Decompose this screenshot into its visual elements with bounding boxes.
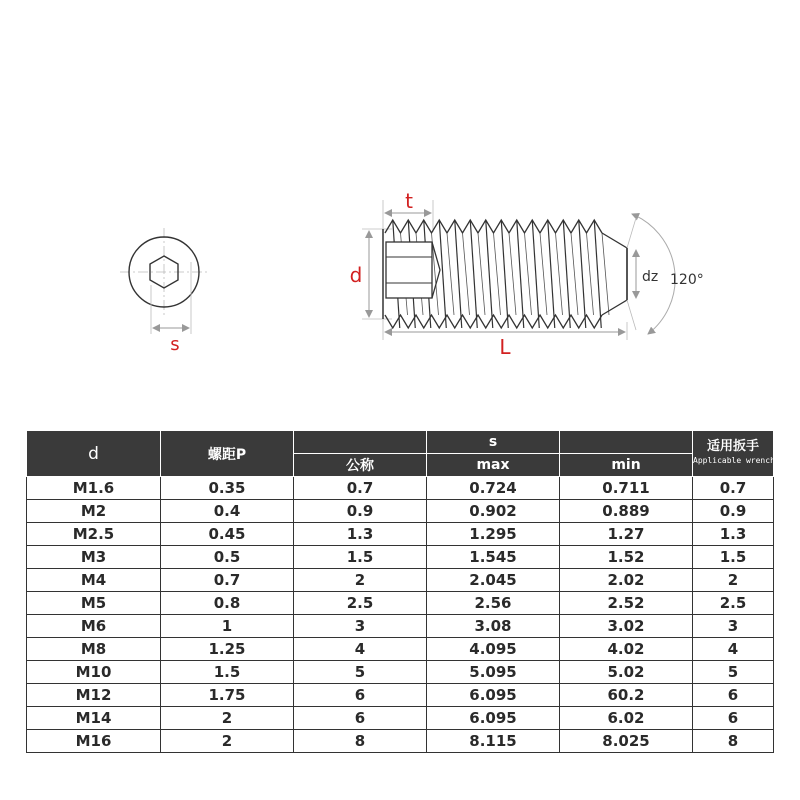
cell-size: M14 bbox=[27, 707, 161, 730]
cell-pitch: 0.35 bbox=[161, 477, 294, 500]
cell-wrench: 6 bbox=[693, 707, 774, 730]
d-label: d bbox=[349, 263, 363, 287]
table-row bbox=[27, 638, 774, 661]
cell-size: M2.5 bbox=[27, 523, 161, 546]
cell-size: M5 bbox=[27, 592, 161, 615]
cell-max: 2.56 bbox=[427, 592, 560, 615]
cell-pitch: 1.75 bbox=[161, 684, 294, 707]
table-row bbox=[27, 500, 774, 523]
cell-size: M3 bbox=[27, 546, 161, 569]
cell-size: M4 bbox=[27, 569, 161, 592]
cell-wrench: 6 bbox=[693, 684, 774, 707]
cell-max: 2.045 bbox=[427, 569, 560, 592]
header-s: s bbox=[427, 431, 560, 454]
cell-wrench: 2.5 bbox=[693, 592, 774, 615]
L-label: L bbox=[499, 335, 511, 359]
cell-wrench: 0.9 bbox=[693, 500, 774, 523]
cell-min: 1.52 bbox=[560, 546, 693, 569]
header-s-empty-right bbox=[560, 431, 693, 454]
header-min: min bbox=[560, 454, 693, 477]
cell-nominal: 4 bbox=[294, 638, 427, 661]
header-wrench bbox=[693, 431, 774, 477]
cell-pitch: 1.5 bbox=[161, 661, 294, 684]
cell-nominal: 1.5 bbox=[294, 546, 427, 569]
cell-min: 2.52 bbox=[560, 592, 693, 615]
cell-min: 2.02 bbox=[560, 569, 693, 592]
cell-max: 3.08 bbox=[427, 615, 560, 638]
table-row bbox=[27, 707, 774, 730]
cell-pitch: 0.7 bbox=[161, 569, 294, 592]
cell-pitch: 0.5 bbox=[161, 546, 294, 569]
cell-wrench: 2 bbox=[693, 569, 774, 592]
cell-nominal: 6 bbox=[294, 707, 427, 730]
hex-socket-cavity bbox=[386, 242, 432, 298]
cell-min: 0.711 bbox=[560, 477, 693, 500]
cell-nominal: 1.3 bbox=[294, 523, 427, 546]
s-label: s bbox=[170, 334, 180, 355]
cell-pitch: 0.45 bbox=[161, 523, 294, 546]
cell-wrench: 3 bbox=[693, 615, 774, 638]
cell-wrench: 1.3 bbox=[693, 523, 774, 546]
cell-max: 0.724 bbox=[427, 477, 560, 500]
cell-max: 6.095 bbox=[427, 707, 560, 730]
cell-pitch: 0.8 bbox=[161, 592, 294, 615]
cell-max: 6.095 bbox=[427, 684, 560, 707]
cell-min: 8.025 bbox=[560, 730, 693, 753]
cell-max: 1.545 bbox=[427, 546, 560, 569]
side-view bbox=[350, 189, 704, 359]
cell-nominal: 3 bbox=[294, 615, 427, 638]
spec-table-body bbox=[27, 477, 774, 753]
cell-pitch: 1.25 bbox=[161, 638, 294, 661]
cell-max: 1.295 bbox=[427, 523, 560, 546]
table-row bbox=[27, 477, 774, 500]
cell-pitch: 2 bbox=[161, 730, 294, 753]
cell-size: M12 bbox=[27, 684, 161, 707]
header-pitch: 螺距P bbox=[161, 431, 294, 477]
cell-min: 1.27 bbox=[560, 523, 693, 546]
cell-nominal: 2 bbox=[294, 569, 427, 592]
cell-pitch: 0.4 bbox=[161, 500, 294, 523]
cell-min: 0.889 bbox=[560, 500, 693, 523]
cell-min: 60.2 bbox=[560, 684, 693, 707]
header-s-empty-left bbox=[294, 431, 427, 454]
cell-size: M6 bbox=[27, 615, 161, 638]
cell-wrench: 8 bbox=[693, 730, 774, 753]
cell-size: M16 bbox=[27, 730, 161, 753]
cell-wrench: 1.5 bbox=[693, 546, 774, 569]
angle-label: 120° bbox=[670, 272, 704, 288]
cell-size: M10 bbox=[27, 661, 161, 684]
cell-max: 5.095 bbox=[427, 661, 560, 684]
cell-nominal: 2.5 bbox=[294, 592, 427, 615]
table-row bbox=[27, 569, 774, 592]
spec-table bbox=[26, 430, 774, 753]
dz-label: dz bbox=[642, 269, 659, 285]
cell-wrench: 4 bbox=[693, 638, 774, 661]
header-max: max bbox=[427, 454, 560, 477]
table-row bbox=[27, 661, 774, 684]
table-row bbox=[27, 615, 774, 638]
cell-nominal: 8 bbox=[294, 730, 427, 753]
cell-size: M1.6 bbox=[27, 477, 161, 500]
cell-nominal: 5 bbox=[294, 661, 427, 684]
cell-min: 6.02 bbox=[560, 707, 693, 730]
table-row bbox=[27, 546, 774, 569]
cell-max: 4.095 bbox=[427, 638, 560, 661]
cell-nominal: 0.9 bbox=[294, 500, 427, 523]
end-view bbox=[120, 228, 208, 355]
cell-size: M2 bbox=[27, 500, 161, 523]
cell-nominal: 0.7 bbox=[294, 477, 427, 500]
cell-max: 0.902 bbox=[427, 500, 560, 523]
cell-min: 3.02 bbox=[560, 615, 693, 638]
cell-wrench: 5 bbox=[693, 661, 774, 684]
cell-max: 8.115 bbox=[427, 730, 560, 753]
header-d: d bbox=[27, 431, 161, 477]
cell-min: 5.02 bbox=[560, 661, 693, 684]
cell-size: M8 bbox=[27, 638, 161, 661]
header-wrench-en: Applicable wrench bbox=[693, 455, 775, 465]
header-wrench-cn: 适用扳手 bbox=[706, 438, 759, 454]
table-row bbox=[27, 592, 774, 615]
table-row bbox=[27, 523, 774, 546]
table-row bbox=[27, 684, 774, 707]
table-row bbox=[27, 730, 774, 753]
cell-pitch: 2 bbox=[161, 707, 294, 730]
cell-wrench: 0.7 bbox=[693, 477, 774, 500]
header-nominal: 公称 bbox=[294, 454, 427, 477]
cell-pitch: 1 bbox=[161, 615, 294, 638]
t-label: t bbox=[405, 189, 413, 213]
cell-nominal: 6 bbox=[294, 684, 427, 707]
cell-min: 4.02 bbox=[560, 638, 693, 661]
